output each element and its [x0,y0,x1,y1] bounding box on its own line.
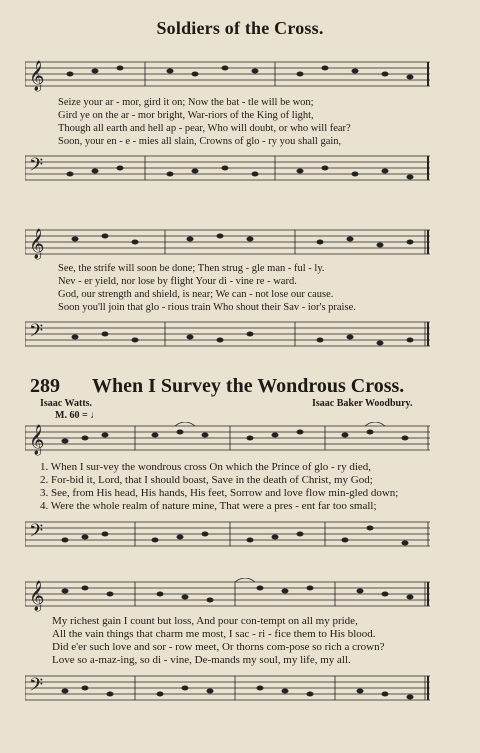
svg-text:𝄢: 𝄢 [29,321,44,346]
svg-text:𝄞: 𝄞 [29,229,45,259]
composer-credit: Isaac Baker Woodbury. [312,398,413,409]
hymn-title: When I Survey the Wondrous Cross. [92,375,405,397]
lyric-line: 2. For-bid it, Lord, that I should boast, Save in the death of Christ, my God; [40,474,373,486]
lyric-line: 1. When I sur-vey the wondrous cross On which the Prince of glo - ry died, [40,461,372,473]
lyric-line: My richest gain I count but loss, And pour con-tempt on all my pride, [52,615,358,627]
treble-staff [25,226,430,260]
lyric-line: Seize your ar - mor, gird it on; Now the bat - tle will be won; [58,97,314,108]
svg-text:𝄞: 𝄞 [29,61,45,91]
lyric-line: Did e'er such love and sor - row meet, Or thorns com-pose so rich a crown? [52,641,385,653]
lyric-line: See, the strife will soon be done; Then strug - gle man - ful - ly. [58,263,325,274]
lyric-line: God, our strength and shield, is near; We can - not lose our cause. [58,289,334,300]
hymn-number: 289 [30,375,60,397]
lyric-line: Soon you'll join that glo - rious train Who shout their Sav - ior's praise. [58,302,356,313]
svg-text:𝄢: 𝄢 [29,155,44,180]
svg-text:𝄢: 𝄢 [29,675,44,700]
lyric-line: Soon, your en - e - mies all slain, Crowns of glo - ry you shall gain, [58,136,342,147]
lyric-line: Gird ye on the ar - mor bright, War-riors of the King of light, [58,110,314,121]
lyric-line: All the vain things that charm me most, I sac - ri - fice them to His blood. [52,628,376,640]
lyric-line: Though all earth and hell ap - pear, Who will doubt, or who will fear? [58,123,351,134]
lyric-line: 3. See, from His head, His hands, His feet, Sorrow and love flow min-gled down; [40,487,399,499]
bass-staff [25,672,430,706]
treble-staff [25,578,430,612]
author-credit: Isaac Watts. [40,398,93,409]
song-title: Soldiers of the Cross. [156,18,324,38]
svg-text:𝄞: 𝄞 [29,425,45,455]
svg-text:𝄢: 𝄢 [29,521,44,546]
lyric-line: Nev - er yield, nor lose by flight Your di - vine re - ward. [58,276,297,287]
tempo-marking: M. 60 = ♩ [55,410,101,421]
lyric-line: Love so a-maz-ing, so di - vine, De-mands my soul, my life, my all. [52,654,351,666]
bass-staff [25,518,430,552]
lyric-line: 4. Were the whole realm of nature mine, That were a pres - ent far too small; [40,500,377,512]
bass-staff [25,318,430,352]
treble-staff [25,58,430,92]
bass-staff [25,152,430,186]
svg-text:𝄞: 𝄞 [29,581,45,611]
treble-staff [25,422,430,456]
hymn-header [0,375,480,399]
